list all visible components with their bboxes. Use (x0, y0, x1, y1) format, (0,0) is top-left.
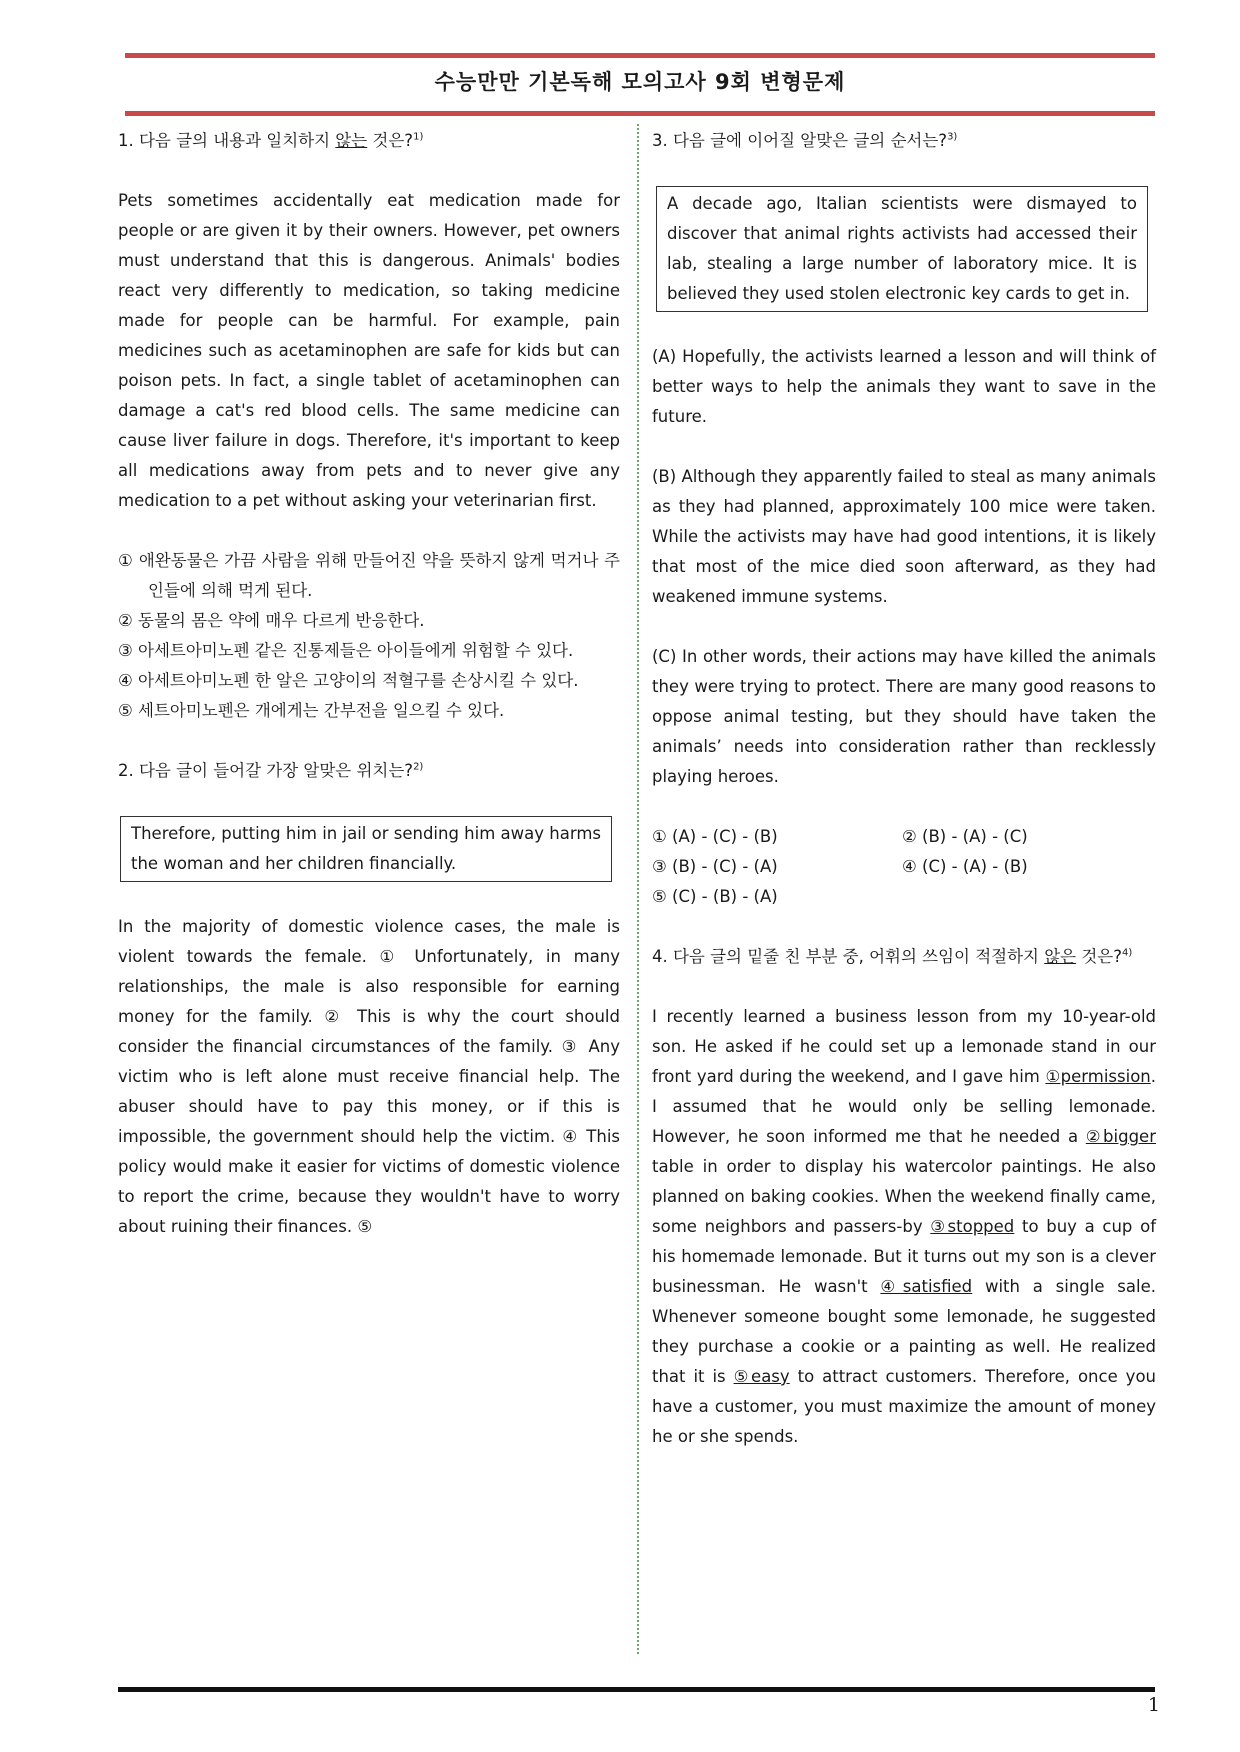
question-1-underlined: 않는 (335, 131, 368, 150)
question-1-options (118, 546, 620, 726)
question-2-passage: In the majority of domestic violence cases, the male is violent towards the female. ① Unfortunately, in many relationships, the male is also responsible for earning money for the family. ② This is why the court should consider the financial circumstances of the family. ③ Any victim who is left alone must receive financial help. The abuser should have to pay this money, or if this is impossible, the government should help the victim. ④ This policy would make it easier for victims of domestic violence to report the crime, because they wouldn't have to worry about ruining their finances. ⑤ (118, 917, 620, 1236)
page-title: 수능만만 기본독해 모의고사 9회 변형문제 (434, 70, 846, 94)
question-2-text: 2. 다음 글이 들어갈 가장 알맞은 위치는? (118, 761, 414, 780)
question-4-suffix: 것은? (1076, 947, 1122, 966)
passage-text: I recently learned a business lesson from my 10-year-old son. He asked if he could set up a lemonade stand in our front yard during the weekend, and I gave him (652, 1007, 1156, 1086)
footnote-marker: 1) (413, 131, 424, 143)
answer-option[interactable]: ① (A) - (C) - (B) (652, 827, 778, 846)
column-divider (637, 124, 639, 1654)
question-1-suffix: 것은? (367, 131, 414, 150)
footer-rule (118, 1687, 1155, 1692)
question-4-passage (652, 1002, 1156, 1452)
answer-option[interactable]: ② (B) - (A) - (C) (902, 827, 1028, 846)
question-1 (118, 126, 620, 726)
question-2-insert-box: Therefore, putting him in jail or sending him away harms the woman and her children financially. (120, 816, 612, 882)
left-column (118, 126, 620, 1242)
question-2-prompt (118, 756, 620, 786)
footnote-marker: 2) (413, 761, 424, 773)
answer-option[interactable]: ⑤ (C) - (B) - (A) (652, 887, 778, 906)
underlined-word-1[interactable]: ①permission (1045, 1067, 1151, 1086)
question-1-prefix: 1. 다음 글의 내용과 일치하지 (118, 131, 336, 150)
underlined-word-5[interactable]: ⑤easy (733, 1367, 790, 1386)
question-3-paragraph-c: (C) In other words, their actions may have killed the animals they were trying to protect. There are many good reasons to oppose animal testing, but they should have taken the animals’ needs into consideration rather than recklessly playing heroes. (652, 647, 1156, 786)
question-3-prompt (652, 126, 1156, 156)
question-3-paragraph-a: (A) Hopefully, the activists learned a lesson and will think of better ways to help the animals they want to save in the future. (652, 347, 1156, 426)
footnote-marker: 4) (1122, 947, 1133, 959)
underlined-word-3[interactable]: ③stopped (930, 1217, 1015, 1236)
passage-text: . I assumed that he would only be selling lemonade. However, he soon informed me that he needed a (652, 1067, 1156, 1146)
question-4-prefix: 4. 다음 글의 밑줄 친 부분 중, 어휘의 쓰임이 적절하지 (652, 947, 1045, 966)
passage-text: to buy a cup of his homemade lemonade. But it turns out my son is a clever businessman. He wasn't (652, 1217, 1157, 1296)
question-1-passage: Pets sometimes accidentally eat medication made for people or are given it by their owners. However, pet owners must understand that this is dangerous. Animals' bodies react very differently to medication, so taking medicine made for people can be harmful. For example, pain medicines such as acetaminophen are safe for kids but can poison pets. In fact, a single tablet of acetaminophen can damage a cat's red blood cells. The same medicine can cause liver failure in dogs. Therefore, it's important to keep all medications away from pets and to never give any medication to a pet without asking your veterinarian first. (118, 191, 620, 510)
question-3-text: 3. 다음 글에 이어질 알맞은 글의 순서는? (652, 131, 948, 150)
answer-option[interactable]: ③ (B) - (C) - (A) (652, 857, 778, 876)
question-4 (652, 942, 1156, 1452)
underlined-word-4[interactable]: ④satisfied (880, 1277, 973, 1296)
answer-option[interactable]: ③ 아세트아미노펜 같은 진통제들은 아이들에게 위험할 수 있다. (118, 641, 574, 660)
question-3-paragraph-b: (B) Although they apparently failed to steal as many animals as they had planned, approximately 100 mice were taken. While the activists may have had good intentions, it is likely that most of the mice died soon afterward, as they had weakened immune systems. (652, 467, 1156, 606)
question-3-options (652, 822, 1156, 912)
header-bottom-rule (125, 111, 1155, 116)
passage-text: table in order to display his watercolor paintings. He also planned on baking cookies. When the weekend finally came, some neighbors and passers-by (652, 1157, 1156, 1236)
page-number: 1 (1147, 1694, 1160, 1716)
answer-option[interactable]: ④ 아세트아미노펜 한 알은 고양이의 적혈구를 손상시킬 수 있다. (118, 671, 579, 690)
passage-text: with a single sale. Whenever someone bought some lemonade, he suggested they purchase a cookie or a painting as well. He realized that it is (652, 1277, 1156, 1386)
right-column (652, 126, 1156, 1452)
question-3-given-box: A decade ago, Italian scientists were dismayed to discover that animal rights activists had accessed their lab, stealing a large number of laboratory mice. It is believed they used stolen electronic key cards to get in. (656, 186, 1148, 312)
question-2 (118, 756, 620, 1242)
header-top-rule (125, 53, 1155, 58)
passage-text: to attract customers. Therefore, once you have a customer, you must maximize the amount of money he or she spends. (652, 1367, 1156, 1446)
footnote-marker: 3) (947, 131, 958, 143)
question-4-prompt (652, 942, 1156, 972)
answer-option[interactable]: ① 애완동물은 가끔 사람을 위해 만들어진 약을 뜻하지 않게 먹거나 주인들에 의해 먹게 된다. (118, 551, 620, 600)
question-3 (652, 126, 1156, 912)
answer-option[interactable]: ⑤ 세트아미노펜은 개에게는 간부전을 일으킬 수 있다. (118, 701, 505, 720)
underlined-word-2[interactable]: ②bigger (1085, 1127, 1156, 1146)
answer-option[interactable]: ② 동물의 몸은 약에 매우 다르게 반응한다. (118, 611, 425, 630)
question-4-underlined: 않은 (1044, 947, 1077, 966)
answer-option[interactable]: ④ (C) - (A) - (B) (902, 857, 1028, 876)
question-1-prompt (118, 126, 620, 156)
